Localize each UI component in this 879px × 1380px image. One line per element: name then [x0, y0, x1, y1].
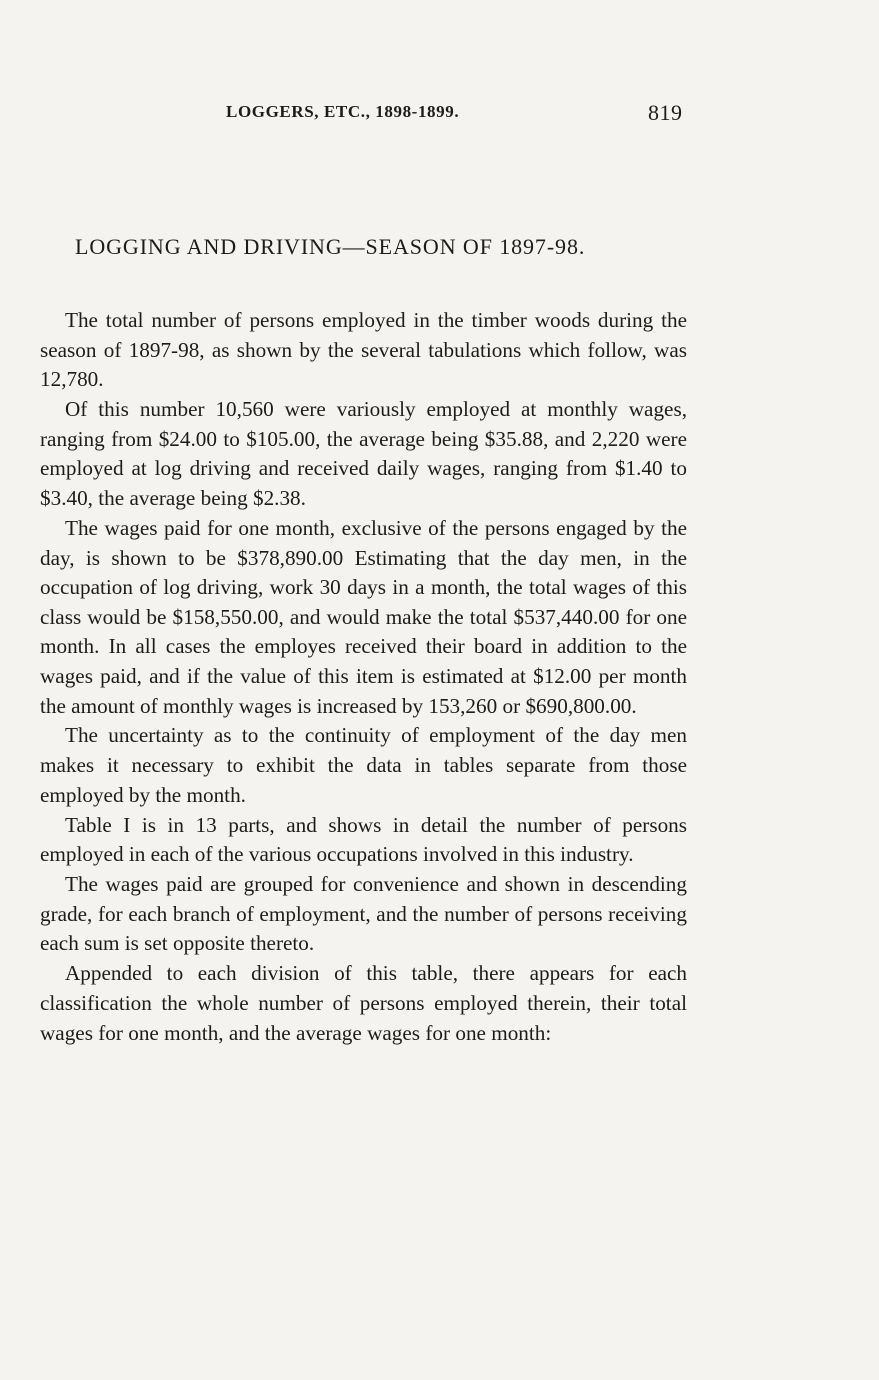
running-head — [0, 100, 879, 128]
body-text — [40, 306, 687, 1048]
paragraph-wage-ranges: Of this number 10,560 were variously employed at monthly wages, ranging from $24.00 to $105.00, the average being $35.88, and 2,220 were employed at log driving and received daily wages, ranging from $1.40 to $3.40, the average being $2.38. — [40, 397, 687, 510]
section-title: LOGGING AND DRIVING—SEASON OF 1897-98. — [75, 234, 586, 259]
paragraph-appended-totals: Appended to each division of this table, there appears for each classification the whole number of persons employed therein, their total wages for one month, and the average wages for one month: — [40, 961, 687, 1045]
running-title: LOGGERS, ETC., 1898-1899. — [226, 102, 460, 121]
paragraph-uncertainty: The uncertainty as to the continuity of employment of the day men makes it necessary to exhibit the data in tables separate from those employed by the month. — [40, 723, 687, 807]
paragraph-wage-grouping: The wages paid are grouped for convenience and shown in descending grade, for each branch of employment, and the number of persons receiving each sum is set opposite thereto. — [40, 872, 687, 956]
paragraph-total-employed: The total number of persons employed in the timber woods during the season of 1897-98, as shown by the several tabulations which follow, was 12,780. — [40, 308, 687, 392]
page-number: 819 — [648, 100, 683, 125]
paragraph-monthly-wages: The wages paid for one month, exclusive of the persons engaged by the day, is shown to be $378,890.00 Estimating that the day men, in the occupation of log driving, work 30 days in a month, the total wages of this class would be $158,550.00, and would make the total $537,440.00 for one month. In all cases the employes received their board in addition to the wages paid, and if the value of this item is estimated at $12.00 per month the amount of monthly wages is increased by 153,260 or $690,800.00. — [40, 515, 687, 718]
paragraph-table-description: Table I is in 13 parts, and shows in detail the number of persons employed in each of the various occupations involved in this industry. — [40, 812, 687, 867]
